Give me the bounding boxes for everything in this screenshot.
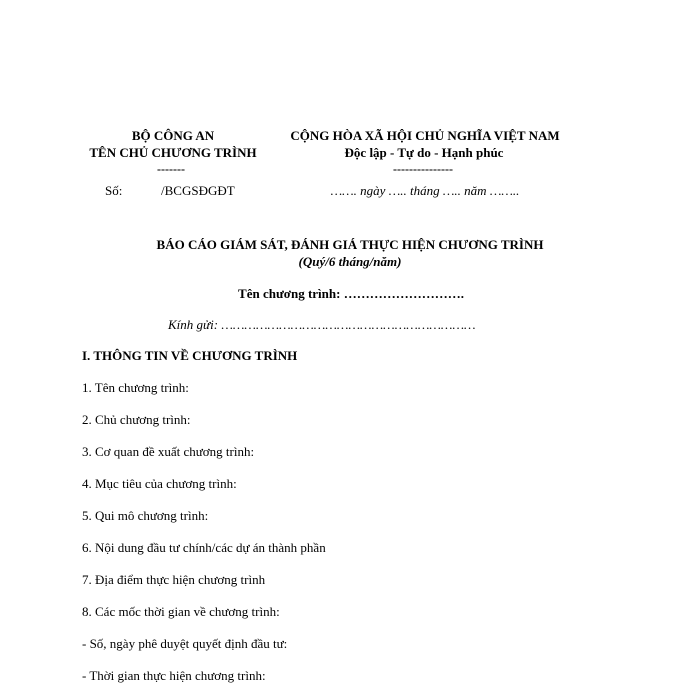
report-title: BÁO CÁO GIÁM SÁT, ĐÁNH GIÁ THỰC HIỆN CHƯƠNG TRÌNH — [156, 237, 544, 252]
list-item: 7. Địa điểm thực hiện chương trình — [82, 572, 266, 587]
list-item: 8. Các mốc thời gian về chương trình: — [82, 604, 280, 619]
left-divider: ------- — [157, 162, 185, 176]
program-owner-title: TÊN CHỦ CHƯƠNG TRÌNH — [89, 145, 257, 160]
report-period: (Quý/6 tháng/năm) — [298, 254, 402, 269]
recipient-line: Kính gửi: ………………………………………………………… — [168, 317, 476, 332]
document-number-code: /BCGSĐGĐT — [161, 183, 235, 198]
list-item: 6. Nội dung đầu tư chính/các dự án thành phần — [82, 540, 326, 555]
list-item: 2. Chủ chương trình: — [82, 412, 191, 427]
section-heading: I. THÔNG TIN VỀ CHƯƠNG TRÌNH — [82, 348, 298, 363]
list-item: 4. Mục tiêu của chương trình: — [82, 476, 237, 491]
country-name: CỘNG HÒA XÃ HỘI CHỦ NGHĨA VIỆT NAM — [290, 128, 560, 143]
list-item: 5. Qui mô chương trình: — [82, 508, 209, 523]
document-number-label: Số: — [105, 183, 123, 198]
right-divider: --------------- — [393, 162, 453, 176]
list-item: 3. Cơ quan đề xuất chương trình: — [82, 444, 255, 459]
list-item: - Thời gian thực hiện chương trình: — [82, 668, 266, 683]
date-line: ……. ngày ….. tháng ….. năm …….. — [330, 183, 520, 198]
program-name-line: Tên chương trình: ………………………. — [238, 286, 464, 301]
national-motto: Độc lập - Tự do - Hạnh phúc — [344, 145, 504, 160]
list-item: - Số, ngày phê duyệt quyết định đầu tư: — [82, 636, 288, 651]
list-item: 1. Tên chương trình: — [82, 380, 189, 395]
ministry-name: BỘ CÔNG AN — [131, 128, 215, 143]
